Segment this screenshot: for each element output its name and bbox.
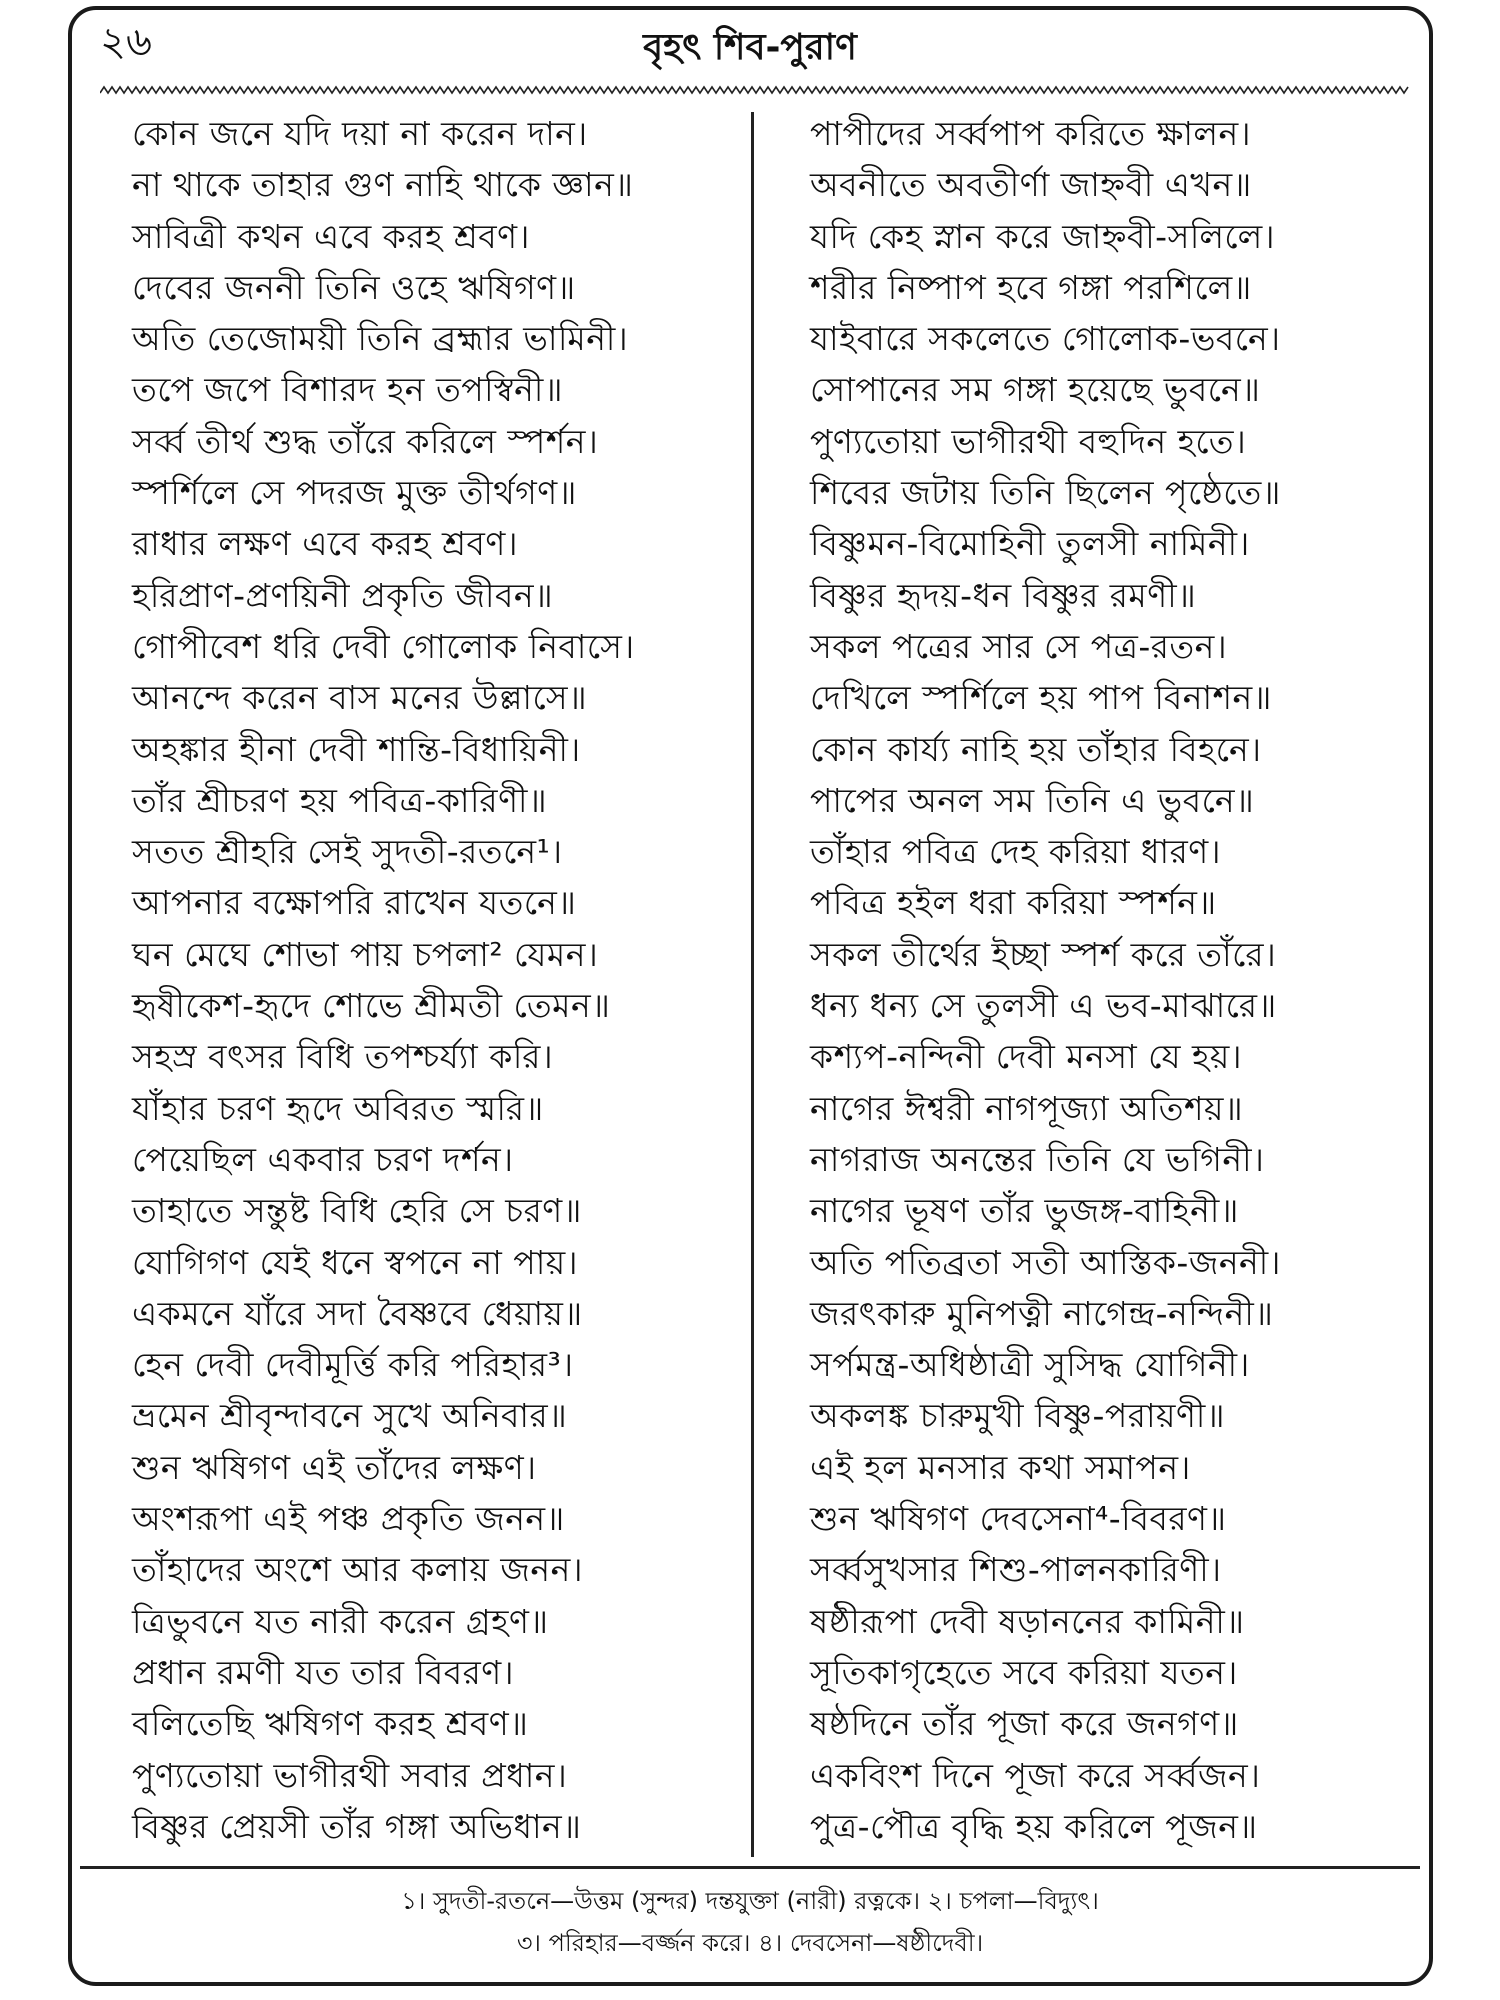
verse-line: সর্ব্বসুখসার শিশু-পালনকারিণী।	[810, 1550, 1222, 1590]
verse-line: যাইবারে সকলেতে গোলোক-ভবনে।	[810, 319, 1281, 359]
verse-line: অতি তেজোময়ী তিনি ব্রহ্মার ভামিনী।	[132, 319, 629, 359]
verse-line: ধন্য ধন্য সে তুলসী এ ভব-মাঝারে॥	[810, 986, 1277, 1026]
verse-line: প্রধান রমণী যত তার বিবরণ।	[132, 1652, 515, 1692]
header-zigzag-rule	[100, 84, 1410, 96]
verse-line: স্পর্শিলে সে পদরজ মুক্ত তীর্থগণ॥	[132, 473, 577, 513]
verse-line: যাঁহার চরণ হৃদে অবিরত স্মরি॥	[132, 1088, 544, 1128]
verse-line: ষষ্ঠদিনে তাঁর পূজা করে জনগণ॥	[810, 1704, 1239, 1744]
verse-line: তাঁহাদের অংশে আর কলায় জনন।	[132, 1550, 584, 1590]
verse-line: সতত শ্রীহরি সেই সুদতী-রতনে¹।	[132, 832, 563, 872]
footnote-rule	[80, 1866, 1420, 1869]
verse-line: নাগের ভূষণ তাঁর ভুজঙ্গ-বাহিনী॥	[810, 1191, 1239, 1231]
footnotes	[80, 1880, 1420, 1964]
verse-line: পুণ্যতোয়া ভাগীরথী সবার প্রধান।	[132, 1755, 568, 1795]
verse-line: পুত্র-পৌত্র বৃদ্ধি হয় করিলে পূজন॥	[810, 1806, 1258, 1846]
verse-line: কোন কার্য্য নাহি হয় তাঁহার বিহনে।	[810, 729, 1262, 769]
verse-line: নাগরাজ অনন্তের তিনি যে ভগিনী।	[810, 1139, 1265, 1179]
verse-line: অহঙ্কার হীনা দেবী শান্তি-বিধায়িনী।	[132, 729, 581, 769]
verse-line: ভ্রমেন শ্রীবৃন্দাবনে সুখে অনিবার॥	[132, 1396, 568, 1436]
verse-line: পুণ্যতোয়া ভাগীরথী বহুদিন হতে।	[810, 421, 1247, 461]
verse-line: সাবিত্রী কথন এবে করহ শ্রবণ।	[132, 216, 530, 256]
verse-line: সর্পমন্ত্র-অধিষ্ঠাত্রী সুসিদ্ধ যোগিনী।	[810, 1345, 1250, 1385]
verse-line: দেবের জননী তিনি ওহে ঋষিগণ॥	[132, 267, 576, 307]
verse-line: তাঁর শ্রীচরণ হয় পবিত্র-কারিণী॥	[132, 780, 548, 820]
verse-line: শরীর নিষ্পাপ হবে গঙ্গা পরশিলে॥	[810, 267, 1252, 307]
verse-line: একমনে যাঁরে সদা বৈষ্ণবে ধেয়ায়॥	[132, 1293, 583, 1333]
verse-line: তাঁহার পবিত্র দেহ করিয়া ধারণ।	[810, 832, 1222, 872]
verse-line: হেন দেবী দেবীমূর্ত্তি করি পরিহার³।	[132, 1345, 574, 1385]
verse-line: ষষ্ঠীরূপা দেবী ষড়াননের কামিনী॥	[810, 1601, 1245, 1641]
verse-line: যদি কেহ স্নান করে জাহ্নবী-সলিলে।	[810, 216, 1276, 256]
verse-line: সহস্র বৎসর বিধি তপশ্চর্য্যা করি।	[132, 1037, 554, 1077]
verse-line: বিষ্ণুর প্রেয়সী তাঁর গঙ্গা অভিধান॥	[132, 1806, 582, 1846]
right-verse-column	[810, 108, 1450, 1852]
verse-line: সকল তীর্থের ইচ্ছা স্পর্শ করে তাঁরে।	[810, 934, 1277, 974]
verse-line: শুন ঋষিগণ দেবসেনা⁴-বিবরণ॥	[810, 1499, 1227, 1539]
verse-line: হরিপ্রাণ-প্রণয়িনী প্রকৃতি জীবন॥	[132, 575, 554, 615]
verse-line: একবিংশ দিনে পূজা করে সর্ব্বজন।	[810, 1755, 1261, 1795]
verse-line: ঘন মেঘে শোভা পায় চপলা² যেমন।	[132, 934, 599, 974]
verse-line: অংশরূপা এই পঞ্চ প্রকৃতি জনন॥	[132, 1499, 565, 1539]
verse-line: তপে জপে বিশারদ হন তপস্বিনী॥	[132, 370, 563, 410]
verse-line: পাপের অনল সম তিনি এ ভুবনে॥	[810, 780, 1255, 820]
verse-line: ত্রিভুবনে যত নারী করেন গ্রহণ॥	[132, 1601, 549, 1641]
verse-line: সোপানের সম গঙ্গা হয়েছে ভুবনে॥	[810, 370, 1261, 410]
verse-line: গোপীবেশ ধরি দেবী গোলোক নিবাসে।	[132, 626, 635, 666]
verse-line: হৃষীকেশ-হৃদে শোভে শ্রীমতী তেমন॥	[132, 986, 611, 1026]
verse-line: আপনার বক্ষোপরি রাখেন যতনে॥	[132, 883, 577, 923]
verse-line: পেয়েছিল একবার চরণ দর্শন।	[132, 1139, 514, 1179]
verse-line: দেখিলে স্পর্শিলে হয় পাপ বিনাশন॥	[810, 678, 1272, 718]
verse-line: আনন্দে করেন বাস মনের উল্লাসে॥	[132, 678, 588, 718]
footnote-line-1: ১। সুদতী-রতনে—উত্তম (সুন্দর) দন্তযুক্তা (নারী) রত্নকে। ২। চপলা—বিদ্যুৎ।	[401, 1887, 1099, 1915]
footnote-line-2: ৩। পরিহার—বর্জ্জন করে। ৪। দেবসেনা—ষষ্ঠীদেবী।	[516, 1929, 984, 1957]
verse-line: অবনীতে অবতীর্ণা জাহ্নবী এখন॥	[810, 165, 1252, 205]
verse-line: সূতিকাগৃহেতে সবে করিয়া যতন।	[810, 1652, 1238, 1692]
verse-line: এই হল মনসার কথা সমাপন।	[810, 1447, 1191, 1487]
verse-line: বিষ্ণুর হৃদয়-ধন বিষ্ণুর রমণী॥	[810, 575, 1197, 615]
verse-line: বিষ্ণুমন-বিমোহিনী তুলসী নামিনী।	[810, 524, 1250, 564]
verse-line: সকল পত্রের সার সে পত্র-রতন।	[810, 626, 1228, 666]
verse-line: কোন জনে যদি দয়া না করেন দান।	[132, 114, 588, 153]
verse-line: শিবের জটায় তিনি ছিলেন পৃষ্ঠেতে॥	[810, 473, 1281, 513]
verse-line: জরৎকারু মুনিপত্নী নাগেন্দ্র-নন্দিনী॥	[810, 1293, 1274, 1333]
verse-line: শুন ঋষিগণ এই তাঁদের লক্ষণ।	[132, 1447, 537, 1487]
verse-line: রাধার লক্ষণ এবে করহ শ্রবণ।	[132, 524, 519, 564]
verse-line: সর্ব্ব তীর্থ শুদ্ধ তাঁরে করিলে স্পর্শন।	[132, 421, 599, 461]
verse-line: যোগিগণ যেই ধনে স্বপনে না পায়।	[132, 1242, 579, 1282]
verse-line: কশ্যপ-নন্দিনী দেবী মনসা যে হয়।	[810, 1037, 1243, 1077]
verse-line: বলিতেছি ঋষিগণ করহ শ্রবণ॥	[132, 1704, 529, 1744]
verse-line: অকলঙ্ক চারুমুখী বিষ্ণু-পরায়ণী॥	[810, 1396, 1226, 1436]
verse-line: না থাকে তাহার গুণ নাহি থাকে জ্ঞান॥	[132, 165, 634, 205]
verse-line: অতি পতিব্রতা সতী আস্তিক-জননী।	[810, 1242, 1281, 1282]
page-number: ২৬	[100, 19, 153, 65]
verse-line: পবিত্র হইল ধরা করিয়া স্পর্শন॥	[810, 883, 1217, 923]
verse-line: নাগের ঈশ্বরী নাগপূজ্যা অতিশয়॥	[810, 1088, 1244, 1128]
book-title: বৃহৎ শিব-পুরাণ	[643, 27, 857, 68]
verse-line: পাপীদের সর্ব্বপাপ করিতে ক্ষালন।	[810, 114, 1252, 153]
left-verse-column	[132, 108, 772, 1852]
verse-line: তাহাতে সন্তুষ্ট বিধি হেরি সে চরণ॥	[132, 1191, 582, 1231]
